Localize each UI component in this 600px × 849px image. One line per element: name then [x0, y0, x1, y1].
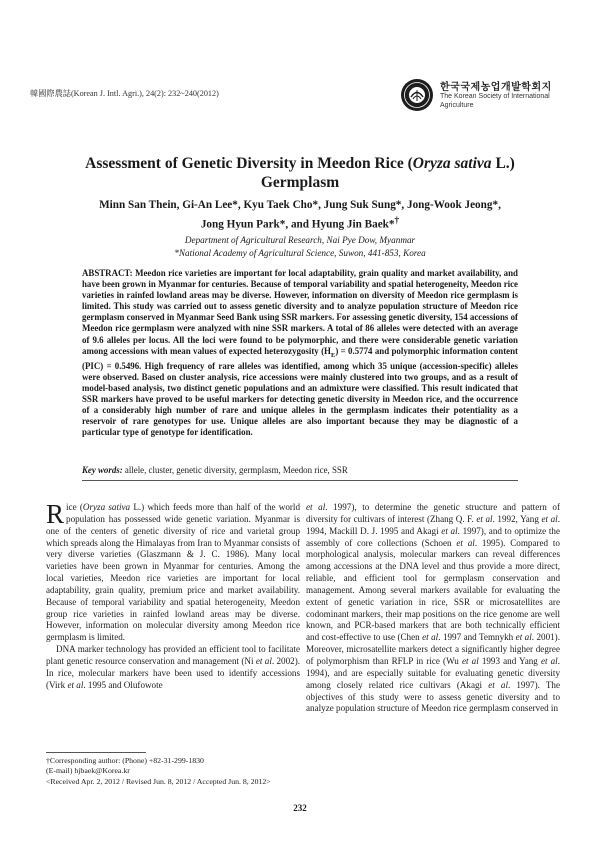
footnote-dates: <Received Apr. 2, 2012 / Revised Jun. 8, 2012 / Accepted Jun. 8, 2012> — [46, 776, 271, 786]
authors-line1: Minn San Thein, Gi-An Lee*, Kyu Taek Cho*, Jung Suk Sung*, Jong-Wook Jeong*, — [99, 199, 501, 211]
right-text-f: . 1997 and Temnykh — [438, 632, 516, 643]
right-text-j: . 1997). The objectives of this study were to assess genetic diversity and to analyze population structure of Meedon rice germplasm conserved in — [306, 679, 560, 714]
affiliation-1: Department of Agricultural Research, Nai Pye Dow, Myanmar — [184, 235, 416, 245]
abstract-subscript: E — [330, 351, 336, 359]
journal-reference: 韓國際農誌(Korean J. Intl. Agri.), 24(2): 232~240(2012) — [30, 89, 219, 98]
keywords-divider — [82, 480, 518, 481]
intro-p2-etal-1: et al — [255, 655, 272, 666]
keywords — [82, 465, 518, 476]
title-text-end: L.) — [491, 155, 515, 172]
etal: et al — [441, 525, 458, 536]
intro-p2-text-b: . 2002). In rice, molecular markers have been used to identify accessions (Virk — [46, 655, 300, 690]
society-emblem-icon — [400, 78, 434, 112]
affiliations — [40, 234, 560, 259]
abstract-text-part1: ABSTRACT: Meedon rice varieties are important for local adaptability, grain quality and market availability, and have been grown in Myanmar for centuries. Because of temporal variability and spatial heterogeneity, Meedon rice varieties in rainfed lowland areas may be diverse. However, information on diversity of Meedon rice germplasm is limited. This study was carried out to assess genetic diversity and to analyze population structure of Meedon rice germplasm conserved in Myanmar Seed Bank using SSR markers. For assessing genetic diversity, 154 accessions of Meedon rice germplasm were analyzed with nine SSR markers. A total of 86 alleles were detected with an average of 9.6 alleles per locus. All the loci were found to be polymorphic, and there were considerable genetic variation among accessions with mean values of expected heterozygosity (H — [82, 268, 518, 356]
footnote-corresponding-author: †Corresponding author: (Phone) +82-31-299-1830 — [46, 756, 204, 765]
intro-paragraph-2-continued — [306, 502, 560, 715]
affiliation-2: *National Academy of Agricultural Science, Suwon, 441-853, Korea — [174, 247, 426, 258]
right-text-b: . 1992, Yang — [492, 513, 542, 524]
body-column-right — [306, 502, 560, 715]
right-text-d: . 1997), and to optimize the assembly of core collections (Schoen — [306, 525, 561, 548]
society-name-english-line2: Agriculture — [440, 102, 474, 109]
keywords-text: allele, cluster, genetic diversity, germplasm, Meedon rice, SSR — [122, 465, 348, 475]
intro-p2-text-c: . 1995 and Olufowote — [83, 679, 163, 690]
abstract — [82, 268, 518, 438]
etal: et al — [488, 679, 508, 690]
right-text-a: . 1997), to determine the genetic structure and pattern of diversity for cultivars of interest (Zhang Q. F. — [306, 502, 560, 524]
etal: et al — [461, 655, 479, 666]
etal: et al — [515, 632, 532, 643]
keywords-label: Key words: — [82, 465, 123, 475]
etal: et al — [306, 502, 326, 512]
etal: et al — [422, 632, 439, 643]
authors-line2: Jong Hyun Park*, and Hyung Jin Baek* — [200, 218, 395, 231]
right-text-h: 1993 and Yang — [478, 655, 541, 666]
author-list — [40, 197, 560, 233]
etal: et al — [540, 655, 558, 666]
etal: et al — [456, 537, 475, 548]
intro-paragraph-2 — [46, 644, 300, 691]
intro-p1-species: Oryza sativa — [82, 502, 131, 512]
intro-p2-etal-2: et al — [67, 679, 84, 690]
body-column-left — [46, 499, 300, 692]
article-title — [40, 154, 560, 192]
society-name-english-line1: The Korean Society of International — [440, 93, 550, 100]
footnote-email: (E-mail) hjbaek@Korea.kr — [46, 766, 130, 776]
society-logo-block — [400, 78, 575, 114]
intro-paragraph-1 — [46, 499, 300, 644]
abstract-text-part2: ) = 0.5774 and polymorphic information content (PIC) = 0.5496. High frequency of rare alleles was identified, among which 35 unique (accession-specific) alleles were observed. Based on cluster analysis, rice accessions were mainly clustered into two groups, and as a result of model-based analysis, two distinct genetic populations and an admixture were classified. This result indicated that SSR markers have proved to be useful markers for detecting genetic diversity in Meedon rice, and the occurrence of a considerably high number of rare and unique alleles in the germplasm indicates their potentiality as a reservoir of rare genotypes for use. Unique alleles are also important because they may be diagnostic of a particular type of genotype for identification. — [82, 345, 518, 438]
right-text-c: . 1994, Mackill D. J. 1995 and Akagi — [306, 513, 560, 536]
title-species-name: Oryza sativa — [412, 155, 492, 172]
intro-p1-text-b: L.) which feeds more than half of the world population has possessed wide genetic variation. Myanmar is one of the centers of genetic diversity of rice and varietal group which spreads along the Himalayas from Iran to Myanmar consists of very diverse varieties (Glaszmann & J. C. 1986). Many local varieties have been grown in Myanmar for centuries. Among the local varieties, Meedon rice varieties are important for local adaptability, grain quality, premium price and market availability. Because of temporal variability and spatial heterogeneity, Meedon group rice varieties in rainfed lowland areas may be diverse. However, information on molecular diversity among Meedon rice germplasm is limited. — [46, 502, 300, 643]
title-line2: Germplasm — [260, 174, 340, 191]
intro-p1-text-a: ice ( — [66, 502, 83, 512]
right-text-e: . 1995). Compared to morphological analysis, molecular markers can reveal differences among accessions at the DNA level and thus provide a more direct, reliable, and efficient tool for germplasm conservation and management. Among several markers available for evaluating the extent of genetic variation in rice, SSR or microsatellites are codominant markers, their map positions on the rice genome are well known, and PCR-based markers that are both technically efficient and cost-effective to use (Chen — [306, 537, 560, 643]
right-text-g: . 2001). Moreover, microsatellite markers detect a significantly higher degree of polymorphism than RFLP in rice (Wu — [306, 632, 560, 666]
right-text-i: . 1994), and are especially suitable for evaluating genetic diversity among closely related rice cultivars (Akagi — [306, 655, 560, 690]
footnote-divider — [46, 752, 146, 753]
drop-cap: R — [46, 499, 65, 529]
etal: et al — [541, 513, 558, 524]
footnote — [46, 756, 300, 787]
title-text-start: Assessment of Genetic Diversity in Meedon Rice ( — [85, 155, 413, 172]
etal: et al — [476, 513, 493, 524]
intro-p2-text-a: DNA marker technology has provided an efficient tool to facilitate plant genetic resource conservation and management (Ni — [46, 644, 300, 666]
society-name-korean: 한국국제농업개발학회지 — [440, 82, 552, 93]
page-number: 232 — [293, 803, 307, 813]
corresponding-mark: † — [394, 216, 400, 226]
